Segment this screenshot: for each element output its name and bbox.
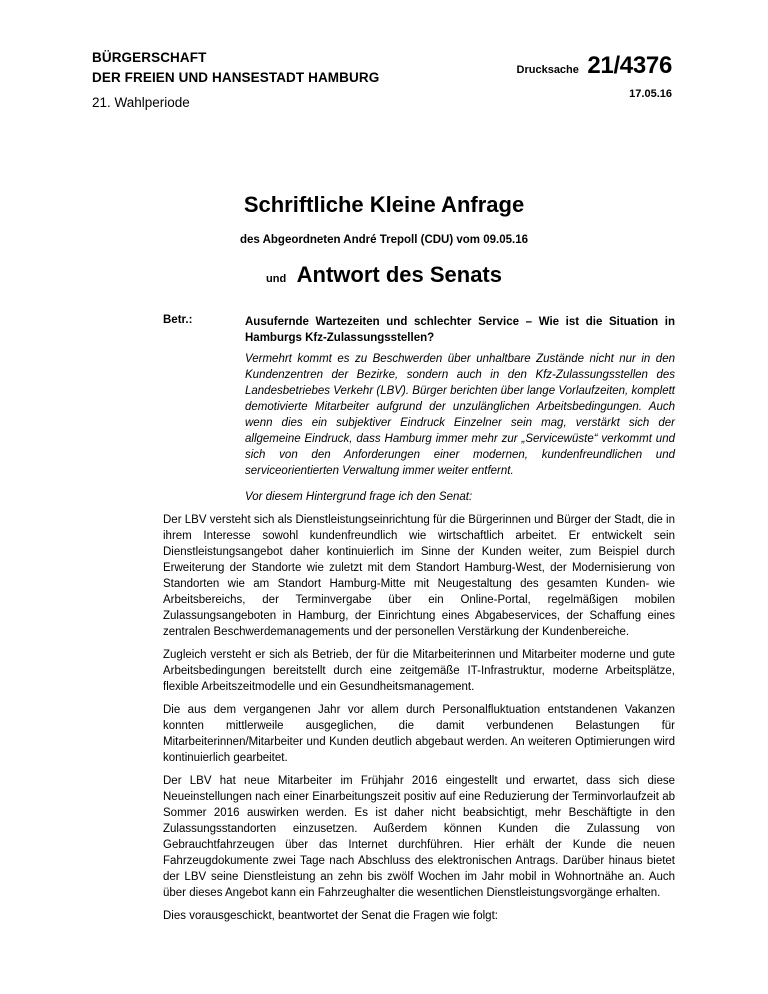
body-paragraph: Der LBV versteht sich als Dienstleistungseinrichtung für die Bürgerinnen und Bürger der Stadt, die in ihrem Interesse sowohl kundenfreundlich wie wirtschaftlich arbeitet. Er entwickelt sein Dienstleistungsangebot daher kontinuierlich im Sinne der Kunden weiter, zum Beispiel durch Erweiterung der Standorte wie zuletzt mit dem Standort Hamburg-West, der Modernisierung von Standorten wie am Standort Hamburg-Mitte mit Neugestaltung des gesamten Kunden- wie Arbeitsbereichs, der Terminvergabe über ein Online-Portal, regelmäßigen mobilen Zulassungsangeboten in Hamburg, der Einrichtung eines Abgabeservices, der Schaffung eines zentralen Beschwerdemanagements und der personellen Verstärkung der Kundenbereiche. [163, 514, 675, 638]
legislative-period: 21. Wahlperiode [92, 95, 190, 110]
intro-paragraph: Vermehrt kommt es zu Beschwerden über unhaltbare Zustände nicht nur in den Kundenzentren der Bezirke, sondern auch in den Kfz-Zulassungsstellen des Landesbetriebes Verkehr (LBV). Bürger berichten über lange Vorlaufzeiten, komplett demotivierte Mitarbeiter aufgrund der unzulänglichen Arbeitsbedingungen. Auch wenn dies ein subjektiver Eindruck Einzelner sein mag, verstärkt sich der allgemeine Eindruck, dass Hamburg immer mehr zur „Servicewüste“ verkommt und sich von den Anforderungen einer modernen, kundenfreundlichen und serviceorientierten Verwaltung immer weiter entfernt. [245, 353, 675, 477]
und-connector: und [266, 273, 287, 285]
document-header-right [517, 52, 672, 100]
intro-paragraph: Vor diesem Hintergrund frage ich den Senat: [245, 491, 473, 503]
document-subtitle: des Abgeordneten André Trepoll (CDU) vom 09.05.16 [240, 234, 528, 246]
org-name-line2: DER FREIEN UND HANSESTADT HAMBURG [92, 70, 380, 85]
betr-subject: Ausufernde Wartezeiten und schlechter Service – Wie ist die Situation in Hamburgs Kfz-Zulassungsstellen? [245, 316, 675, 344]
body-paragraph: Zugleich versteht er sich als Betrieb, der für die Mitarbeiterinnen und Mitarbeiter moderne und gute Arbeitsbedingungen bereitstellt durch eine zeitgemäße IT-Infrastruktur, moderne Arbeitsplätze, flexible Arbeitszeitmodelle und ein Gesundheitsmanagement. [163, 649, 675, 693]
org-name-line1: BÜRGERSCHAFT [92, 50, 207, 65]
drucksache-number: 21/4376 [587, 52, 672, 79]
answer-body [163, 512, 675, 931]
body-paragraph: Die aus dem vergangenen Jahr vor allem durch Personalfluktuation entstandenen Vakanzen konnten mittlerweile ausgeglichen, die damit verbundenen Belastungen für Mitarbeiterinnen/Mitarbeiter und Kunden deutlich abgebaut werden. An weiteren Optimierungen wird kontinuierlich gearbeitet. [163, 704, 675, 764]
answer-title: Antwort des Senats [296, 262, 502, 287]
drucksache-label: Drucksache [516, 64, 579, 76]
body-paragraph: Dies vorausgeschickt, beantwortet der Senat die Fragen wie folgt: [163, 910, 498, 922]
body-paragraph: Der LBV hat neue Mitarbeiter im Frühjahr 2016 eingestellt und erwartet, dass sich diese Neueinstellungen nach einer Einarbeitungszeit positiv auf eine Reduzierung der Terminvorlaufzeit ab Sommer 2016 auswirken werden. Es ist daher nicht beabsichtigt, mehr Beschäftigte in den Zulassungsstandorten einzusetzen. Außerdem können Kunden die Zulassung von Gebrauchtfahrzeugen über das Internet durchführen. Hier erhält der Kunde die neuen Fahrzeugdokumente zwei Tage nach Abschluss des elektronischen Antrags. Darüber hinaus bietet der LBV seine Dienstleistung an zehn bis zwölf Wochen im Jahr mobil in Wohnortnähe an. Auch über dieses Angebot kann ein Fahrzeughalter die wesentlichen Dienstleistungsvorgänge erhalten. [163, 775, 675, 899]
drucksache-line [517, 52, 672, 80]
betr-label: Betr.: [163, 314, 193, 326]
inquiry-intro [245, 351, 675, 515]
document-title: Schriftliche Kleine Anfrage [243, 192, 525, 217]
answer-heading [0, 262, 768, 288]
document-header-left [92, 48, 379, 110]
document-date: 17.05.16 [629, 88, 672, 100]
